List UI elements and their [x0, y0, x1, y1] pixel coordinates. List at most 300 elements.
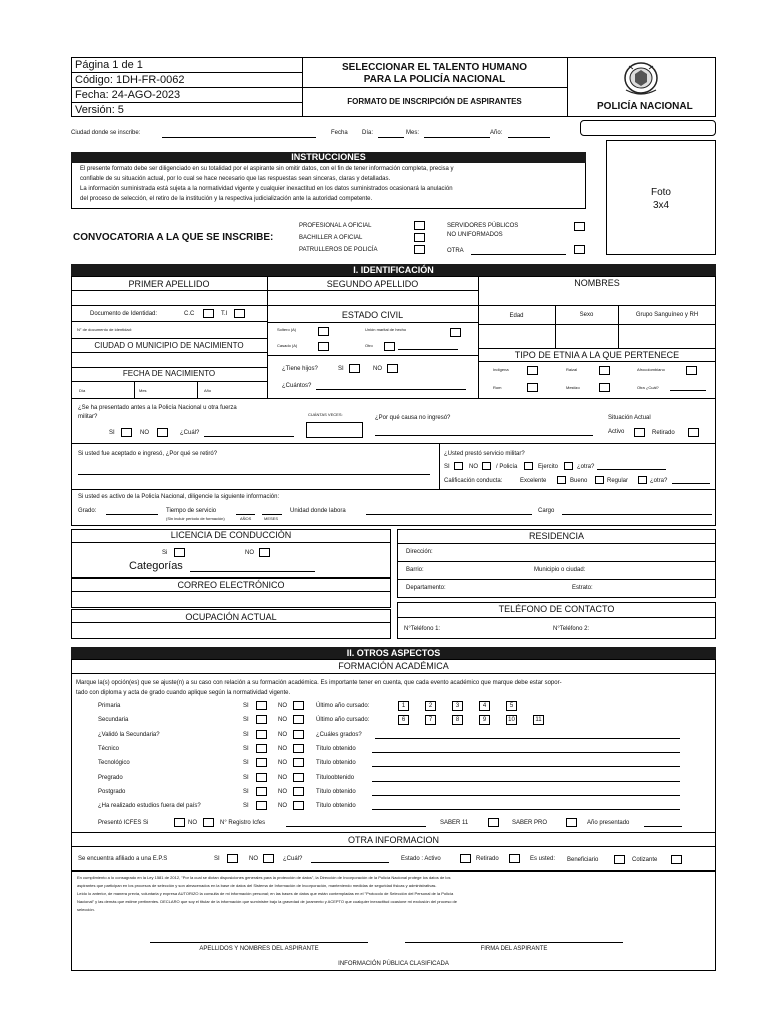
doc-ti-checkbox[interactable] [234, 309, 245, 318]
education-yes-label: SI [243, 775, 249, 781]
other-civil-checkbox[interactable] [384, 342, 395, 351]
academic-intro: Marque la(s) opción(es) que se ajuste(n) a su caso con relación a su formación académica. Es importante tener en cuenta, que cada evento académico que marque debe estar sopor- [76, 680, 562, 686]
call-label: CONVOCATORIA A LA QUE SE INSCRIBE: [73, 232, 274, 243]
row-line [71, 290, 267, 291]
icfes-no-label: NO [188, 820, 197, 826]
row-line [71, 305, 716, 306]
ethnic-afro-checkbox[interactable] [686, 366, 697, 375]
service-months-input[interactable] [262, 514, 282, 515]
col-line [134, 381, 135, 398]
applicant-signature-label: FIRMA DEL ASPIRANTE [480, 946, 548, 952]
education-level-label: Secundaria [98, 717, 129, 723]
service-other-label: ¿otra? [577, 464, 595, 470]
sex-label: Sexo [579, 312, 594, 318]
eps-no-checkbox[interactable] [263, 854, 274, 863]
ethnic-raizal-label: Raizal [566, 367, 578, 372]
education-no-checkbox[interactable] [293, 773, 304, 782]
neighborhood-label: Barrio: [406, 567, 424, 573]
education-no-checkbox[interactable] [293, 787, 304, 796]
license-no-checkbox[interactable] [259, 548, 270, 557]
conduct-regular-checkbox[interactable] [638, 476, 647, 484]
presented-no-label: NO [140, 430, 149, 436]
married-checkbox[interactable] [318, 342, 329, 351]
education-yes-checkbox[interactable] [256, 758, 267, 767]
education-no-checkbox[interactable] [293, 744, 304, 753]
presented-label: ¿Se ha presentado antes a la Policía Nacional u otra fuerza [78, 405, 237, 411]
instructions-line: del proceso de selección, el retiro de la institución y la respectiva judicialización ante la autoridad competente. [80, 196, 373, 202]
legal-text: aspirantes que participan en los procesos de selección y son almacenados en la base de datos del Sistema de Información de Incorporación, manteniendo medidas de seguridad físicas y administrativas. [77, 883, 437, 888]
call-option-patrol: PATRULLEROS DE POLICÍA [299, 247, 378, 253]
eps-which-input[interactable] [311, 862, 389, 863]
eps-retired-checkbox[interactable] [509, 854, 520, 863]
education-detail-input[interactable] [375, 738, 680, 739]
service-army-checkbox[interactable] [564, 462, 573, 470]
saber11-checkbox[interactable] [488, 818, 499, 827]
call-option-public-servants: SERVIDORES PÚBLICOS [447, 223, 519, 229]
names-label: NOMBRES [574, 278, 620, 288]
conduct-excellent-label: Excelente [520, 478, 547, 484]
birth-city-label: CIUDAD O MUNICIPIO DE NACIMIENTO [94, 341, 244, 350]
conduct-regular-label: Regular [607, 478, 629, 484]
header-row-line [71, 87, 302, 88]
instructions-title: INSTRUCCIONES [71, 152, 586, 163]
header-row-line [71, 72, 302, 73]
children-yes-checkbox[interactable] [349, 364, 360, 373]
birth-date-label: FECHA DE NACIMIENTO [122, 369, 216, 378]
eps-beneficiary-label: Beneficiario [567, 857, 599, 863]
phone-title: TELÉFONO DE CONTACTO [498, 604, 615, 614]
service-police-label: / Policía [496, 464, 518, 470]
ethnic-mestizo-label: Mestizo [566, 385, 580, 390]
row-line [71, 381, 267, 382]
row-line [397, 561, 716, 562]
education-no-checkbox[interactable] [293, 758, 304, 767]
eps-yes-label: SI [214, 856, 220, 862]
city-label: Ciudad donde se inscribe: [71, 130, 141, 136]
conduct-excellent-checkbox[interactable] [557, 476, 566, 484]
instructions-line: El presente formato debe ser diligenciado en su totalidad por el aspirante sin omitir datos, con el fin de tener información completa, precisa y [80, 166, 454, 172]
form-subtitle: FORMATO DE INSCRIPCIÓN DE ASPIRANTES [347, 97, 522, 106]
call-option-other: OTRA [447, 248, 464, 254]
icfes-no-checkbox[interactable] [203, 818, 214, 827]
eps-no-label: NO [249, 856, 258, 862]
license-categories-input[interactable] [190, 571, 315, 572]
conduct-other-label: ¿otra? [650, 478, 668, 484]
license-yes-checkbox[interactable] [174, 548, 185, 557]
education-yes-label: SI [243, 760, 249, 766]
conduct-good-label: Bueno [570, 478, 588, 484]
presented-label-2: militar? [78, 414, 98, 420]
col-line [439, 443, 440, 489]
call-professional-checkbox[interactable] [414, 221, 425, 230]
education-detail-input[interactable] [372, 766, 680, 767]
education-detail-label: Títuloobtenido [316, 775, 355, 781]
education-no-label: NO [278, 703, 287, 709]
row-line [71, 398, 716, 399]
eps-retired-label: Retirado [476, 856, 499, 862]
academic-title: FORMACIÓN ACADÉMICA [338, 661, 449, 671]
education-yes-label: SI [243, 703, 249, 709]
other-info-title: OTRA INFORMACION [347, 835, 439, 845]
times-input[interactable] [306, 422, 363, 438]
call-other-checkbox[interactable] [574, 245, 585, 254]
license-no-label: NO [245, 550, 254, 556]
secondary-grade-box[interactable]: 7 [425, 715, 436, 725]
license-yes-label: Si [162, 550, 168, 556]
accepted-input[interactable] [78, 474, 430, 475]
married-label: Casado (A) [277, 343, 298, 348]
classification-label: INFORMACIÓN PÚBLICA CLASIFICADA [338, 961, 449, 967]
secondary-grade-box[interactable]: 9 [479, 715, 490, 725]
primary-grade-box[interactable]: 3 [452, 701, 463, 711]
org-name: POLICÍA NACIONAL [597, 101, 693, 112]
primary-grade-box[interactable]: 4 [479, 701, 490, 711]
union-label: Unión marital de hecho [365, 327, 407, 332]
education-detail-label: Último año cursado: [316, 717, 370, 723]
second-surname-label: SEGUNDO APELLIDO [326, 279, 419, 289]
identification-title: I. IDENTIFICACIÓN [71, 264, 716, 276]
education-yes-checkbox[interactable] [256, 744, 267, 753]
education-no-label: NO [278, 803, 287, 809]
birth-month-label: Mes [139, 388, 147, 393]
presented-yes-checkbox[interactable] [121, 428, 132, 437]
service-yes-label: SI [444, 464, 450, 470]
icfes-label: Presentó ICFES Si [98, 820, 149, 826]
primary-grade-box[interactable]: 5 [506, 701, 517, 711]
form-version: Versión: 5 [75, 104, 124, 116]
ethnic-indigenous-checkbox[interactable] [527, 366, 538, 375]
year-presented-label: Año presentado [587, 820, 630, 826]
icfes-registry-input[interactable] [286, 826, 426, 827]
children-label: ¿Tiene hijos? [282, 366, 318, 372]
secondary-grade-box[interactable]: 6 [398, 715, 409, 725]
form-code: Código: 1DH-FR-0062 [75, 74, 185, 86]
conduct-label: Calificación conducta: [444, 478, 503, 484]
row-line [71, 846, 716, 847]
saberpro-label: SABER PRO [512, 820, 548, 826]
day-label: Día: [362, 130, 374, 136]
ethnic-label: TIPO DE ETNIA A LA QUE PERTENECE [514, 350, 680, 360]
education-detail-input[interactable] [372, 795, 680, 796]
first-surname-label: PRIMER APELLIDO [128, 279, 210, 289]
row-line [478, 361, 716, 362]
education-yes-checkbox[interactable] [256, 701, 267, 710]
eps-contributor-checkbox[interactable] [671, 855, 682, 864]
secondary-grade-box[interactable]: 8 [452, 715, 463, 725]
education-detail-input[interactable] [372, 752, 680, 753]
presented-which-label: ¿Cuál? [180, 430, 200, 436]
service-no-checkbox[interactable] [482, 462, 491, 470]
position-input[interactable] [562, 514, 712, 515]
row-line [71, 832, 716, 833]
education-detail-input[interactable] [372, 781, 680, 782]
row-line [267, 290, 478, 291]
single-label: Soltero (A) [277, 327, 297, 332]
row-line [71, 591, 391, 592]
children-no-label: NO [373, 366, 382, 372]
eps-you-are-label: Es usted: [530, 856, 556, 862]
academic-intro-2: tado con diploma y acta de grado cuando aplique según la normatividad vigente. [76, 690, 291, 696]
ethnic-indigenous-label: Indígena [493, 367, 509, 372]
call-option-non-uniformed: NO UNIFORMADOS [447, 232, 503, 238]
status-retired-checkbox[interactable] [688, 428, 699, 437]
presented-yes-label: SI [109, 430, 115, 436]
department-label: Departamento: [406, 585, 446, 591]
saber11-label: SABER 11 [440, 820, 469, 826]
education-no-label: NO [278, 789, 287, 795]
why-not-label: ¿Por qué causa no ingresó? [375, 415, 451, 421]
primary-grade-box[interactable]: 1 [398, 701, 409, 711]
header-divider-right [567, 57, 568, 117]
icfes-registry-label: N° Registro Icfes [220, 820, 266, 826]
legal-text: selección. [77, 907, 95, 912]
status-label: Situación Actual [608, 415, 651, 421]
col-line [197, 381, 198, 398]
call-patrol-checkbox[interactable] [414, 245, 425, 254]
legal-text: Nacional" y las demás que estime pertinentes. DECLARO que soy el titular de la información que suministre bajo la gravedad de juramento y ACEPTO que cualquier inexactitud ocasione mi exclusión del proceso de [77, 899, 457, 904]
education-level-label: Técnico [98, 746, 120, 752]
children-no-checkbox[interactable] [387, 364, 398, 373]
presented-no-checkbox[interactable] [157, 428, 168, 437]
education-yes-checkbox[interactable] [256, 801, 267, 810]
eps-active-checkbox[interactable] [460, 854, 471, 863]
ethnic-afro-label: Afrocolombiano [637, 367, 665, 372]
education-level-label: ¿Ha realizado estudios fuera del país? [98, 803, 201, 809]
service-years-input[interactable] [236, 514, 255, 515]
occupation-title: OCUPACIÓN ACTUAL [185, 612, 277, 622]
year-input[interactable] [508, 137, 550, 138]
conduct-other-input[interactable] [672, 483, 710, 484]
birth-year-label: Año [204, 388, 212, 393]
education-detail-label: Título obtenido [316, 760, 356, 766]
month-input[interactable] [424, 137, 490, 138]
header-row-line [71, 102, 302, 103]
status-retired-label: Retirado [652, 430, 675, 436]
ethnic-other-label: Otra ¿Cuál? [637, 385, 659, 390]
age-label: Edad [509, 313, 524, 319]
day-input[interactable] [378, 137, 404, 138]
blood-label: Grupo Sanguíneo y RH [635, 312, 699, 318]
education-yes-label: SI [243, 789, 249, 795]
legal-text: Leído lo anterior, de manera previa, voluntaria y expresa AUTORIZO la consulta de mi información personal; en las bases de datos que están contempladas en el "Protocolo de Selección del Personal de la Policía [77, 891, 454, 896]
service-police-checkbox[interactable] [524, 462, 533, 470]
education-no-label: NO [278, 746, 287, 752]
service-years-label: AÑOS [240, 516, 252, 521]
service-other-input[interactable] [597, 469, 666, 470]
service-time-label: Tiempo de servicio [166, 508, 217, 514]
ethnic-mestizo-checkbox[interactable] [599, 383, 610, 392]
grade-input[interactable] [106, 514, 158, 515]
active-police-label: Si usted es activo de la Policía Nacional, diligencie la siguiente información: [78, 494, 280, 500]
education-no-checkbox[interactable] [293, 701, 304, 710]
residence-title: RESIDENCIA [528, 531, 584, 541]
education-no-checkbox[interactable] [293, 801, 304, 810]
education-level-label: Primaria [98, 703, 121, 709]
call-other-input[interactable] [471, 254, 566, 255]
row-line [478, 348, 716, 349]
conduct-good-checkbox[interactable] [595, 476, 604, 484]
date-label: Fecha [331, 130, 348, 136]
row-line [71, 352, 267, 353]
call-option-professional: PROFESIONAL A OFICIAL [299, 223, 372, 229]
form-title-line1: SELECCIONAR EL TALENTO HUMANO [341, 62, 527, 73]
secondary-grade-box[interactable]: 11 [533, 715, 544, 725]
year-presented-input[interactable] [644, 826, 682, 827]
phone2-label: N°Teléfono 2: [553, 626, 590, 632]
phone1-label: N°Teléfono 1: [404, 626, 441, 632]
service-army-label: Ejercito [538, 464, 559, 470]
row-line [71, 542, 391, 543]
address-label: Dirección: [406, 549, 433, 555]
license-categories-label: Categorías [129, 560, 183, 572]
eps-state-label: Estado : Activo [401, 856, 441, 862]
doc-cc-checkbox[interactable] [203, 309, 214, 318]
service-label: ¿Usted prestó servicio militar? [444, 451, 525, 457]
single-checkbox[interactable] [318, 327, 329, 336]
children-yes-label: SI [338, 366, 344, 372]
row-line [71, 338, 267, 339]
ethnic-other-input[interactable] [670, 390, 706, 391]
page-number: Página 1 de 1 [75, 59, 143, 71]
email-title: CORREO ELECTRÓNICO [177, 580, 285, 590]
education-yes-checkbox[interactable] [256, 773, 267, 782]
grade-label: Grado: [78, 508, 97, 514]
photo-size: 3x4 [652, 200, 670, 211]
education-yes-label: SI [243, 717, 249, 723]
row-line [397, 617, 716, 618]
presented-which-input[interactable] [204, 436, 294, 437]
row-line [71, 622, 391, 623]
legal-text: En cumplimiento a lo consagrado en la Ley 1581 de 2012, "Por la cual se dictan disposiciones generales para la protección de datos", la Dirección de Incorporación de la Policía Nacional protege los datos de los [77, 875, 451, 880]
month-label: Mes: [406, 130, 420, 136]
eps-which-label: ¿Cuál? [283, 856, 303, 862]
name-signature-line[interactable] [150, 942, 368, 943]
service-no-label: NO [469, 464, 478, 470]
doc-id-label: Documento de Identidad: [90, 311, 158, 317]
row-line [71, 443, 716, 444]
status-active-label: Activo [608, 429, 625, 435]
education-yes-label: SI [243, 803, 249, 809]
union-checkbox[interactable] [450, 328, 461, 337]
accepted-label: Si usted fue aceptado e ingresó, ¿Por qué se retiró? [78, 451, 218, 457]
ethnic-rom-checkbox[interactable] [527, 383, 538, 392]
year-label: Año: [490, 130, 503, 136]
doc-cc-label: C.C [184, 311, 195, 317]
education-no-label: NO [278, 732, 287, 738]
education-no-checkbox[interactable] [293, 730, 304, 739]
doc-number-label: N° de documento de identidad: [77, 327, 132, 332]
col-line [478, 348, 479, 398]
education-detail-label: ¿Cuáles grados? [316, 732, 362, 738]
photo-label: Foto [650, 187, 671, 198]
police-crest-logo [620, 60, 662, 100]
ethnic-raizal-checkbox[interactable] [599, 366, 610, 375]
times-label: CUÁNTAS VECES: [308, 412, 343, 417]
row-line [397, 543, 716, 544]
education-yes-checkbox[interactable] [256, 715, 267, 724]
col-line [267, 338, 268, 398]
row-line [267, 322, 478, 323]
education-detail-label: Título obtenido [316, 789, 356, 795]
secondary-grade-box[interactable]: 10 [506, 715, 517, 725]
row-line [478, 324, 716, 325]
call-public-servants-checkbox[interactable] [574, 222, 585, 231]
row-line [71, 673, 716, 674]
eps-label: Se encuentra afiliado a una E.P.S [78, 856, 168, 862]
row-line [71, 367, 267, 368]
icfes-yes-checkbox[interactable] [174, 818, 185, 827]
birth-day-label: Día [79, 388, 86, 393]
other-civil-label: Otro [365, 343, 373, 348]
saberpro-checkbox[interactable] [566, 818, 577, 827]
education-level-label: Pregrado [98, 775, 123, 781]
education-yes-checkbox[interactable] [256, 787, 267, 796]
education-detail-label: Título obtenido [316, 803, 356, 809]
education-yes-label: SI [243, 746, 249, 752]
applicant-name-label: APELLIDOS Y NOMBRES DEL ASPIRANTE [199, 946, 319, 952]
status-active-checkbox[interactable] [634, 428, 645, 437]
row-line [71, 489, 716, 490]
call-bachiller-checkbox[interactable] [414, 233, 425, 242]
other-aspects-title: II. OTROS ASPECTOS [71, 647, 716, 659]
civil-status-label: ESTADO CIVIL [341, 310, 404, 320]
row-line [71, 321, 267, 322]
children-count-input[interactable] [316, 389, 466, 390]
other-civil-input[interactable] [398, 349, 458, 350]
instructions-line: confiable de su situación actual, por lo cual se hace necesario que las respuestas sean sinceras, claras y detalladas. [80, 176, 391, 182]
education-no-label: NO [278, 717, 287, 723]
eps-yes-checkbox[interactable] [227, 854, 238, 863]
education-level-label: ¿Validó la Secundaria? [98, 732, 160, 738]
call-option-bachiller: BACHILLER A OFICIAL [299, 235, 363, 241]
education-no-label: NO [278, 775, 287, 781]
stratum-label: Estrato: [572, 585, 593, 591]
form-title-line2: PARA LA POLICÍA NACIONAL [363, 74, 506, 85]
eps-contributor-label: Cotizante [632, 857, 658, 863]
education-level-label: Tecnológico [98, 760, 130, 766]
education-yes-label: SI [243, 732, 249, 738]
education-yes-checkbox[interactable] [256, 730, 267, 739]
ethnic-rom-label: Rom [493, 385, 502, 390]
position-label: Cargo [538, 508, 555, 514]
doc-ti-label: T.I [221, 311, 228, 317]
signature-line[interactable] [405, 942, 623, 943]
instructions-line: La información suministrada está sujeta a la normatividad vigente y cualquier inexactitud en los datos suministrados ocasionará la anulación [80, 186, 453, 192]
primary-grade-box[interactable]: 2 [425, 701, 436, 711]
row-line [267, 355, 478, 356]
education-detail-label: Último año cursado: [316, 703, 370, 709]
municipality-label: Municipio o ciudad: [534, 567, 586, 573]
header-title-line [302, 87, 567, 88]
row-line [397, 579, 716, 580]
city-input[interactable] [162, 137, 316, 138]
education-detail-label: Título obtenido [316, 746, 356, 752]
license-title: LICENCIA DE CONDUCCIÓN [170, 530, 292, 540]
education-no-checkbox[interactable] [293, 715, 304, 724]
service-yes-checkbox[interactable] [454, 462, 463, 470]
children-count-label: ¿Cuántos? [282, 383, 312, 389]
service-months-label: MESES [264, 516, 279, 521]
form-date: Fecha: 24-AGO-2023 [75, 89, 181, 101]
education-no-label: NO [278, 760, 287, 766]
eps-beneficiary-checkbox[interactable] [614, 855, 625, 864]
education-detail-input[interactable] [372, 809, 680, 810]
unit-label: Unidad donde labora [290, 508, 346, 514]
why-not-input[interactable] [375, 435, 593, 436]
registration-number-box[interactable] [580, 120, 716, 136]
unit-input[interactable] [366, 514, 532, 515]
education-level-label: Postgrado [98, 789, 126, 795]
